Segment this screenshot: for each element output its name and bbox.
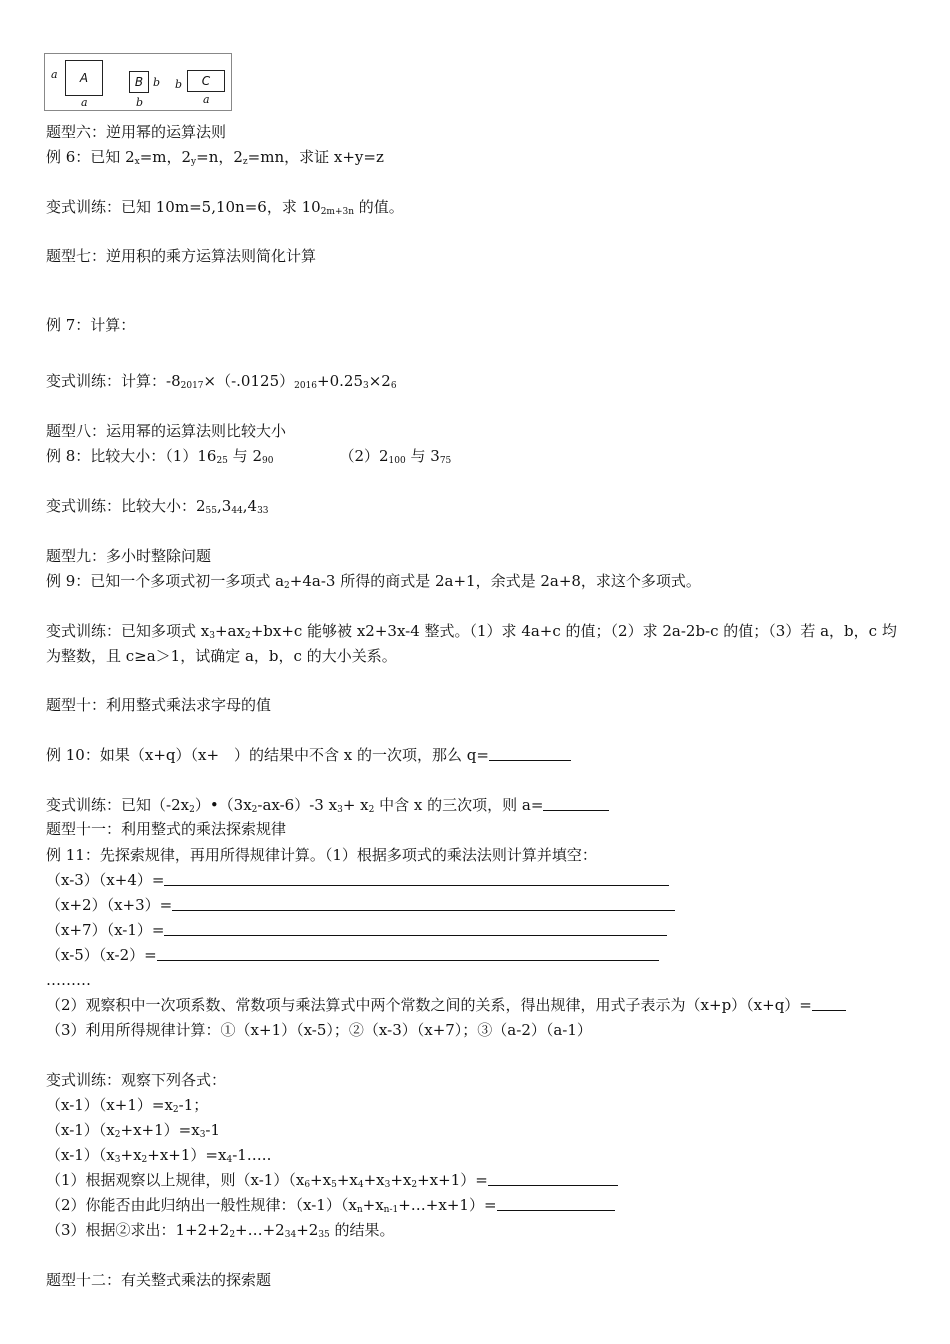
square-c-bottom-label: a bbox=[203, 93, 210, 106]
sec12-title: 题型十二：有关整式乘法的探索题 bbox=[46, 1271, 272, 1289]
sec11-row-3: （x+7）（x-1）= bbox=[46, 920, 667, 940]
square-a: A bbox=[65, 60, 103, 96]
sec11-example: 例 11：先探索规律，再用所得规律计算。（1）根据多项式的乘法法则计算并填空： bbox=[46, 846, 597, 864]
sec10-variant: 变式训练：已知$(-2x_2)•(3x_2-ax-6)-3$ $x_3+ x_2$ 中含 x 的三次项，则 a= bbox=[46, 795, 609, 820]
sec11-row-2: （x+2）（x+3）= bbox=[46, 895, 675, 915]
answer-blank[interactable] bbox=[497, 1198, 615, 1211]
sec11-variant-q3: （3）根据②求出：$1+2+2_2+\dots+2_{34}+2_{35}$ 的结果。 bbox=[46, 1221, 395, 1240]
sec6-title: 题型六：逆用幂的运算法则 bbox=[46, 123, 227, 141]
sec7-variant: 变式训练：计算：$-8_{2017}\times(-.0125)_{2016}+0.25_3\times 2_6$ bbox=[46, 372, 397, 391]
squares-figure bbox=[44, 53, 232, 111]
sec6-example: 例 6：已知 $2_x=m$，$2_y=n$，$2_z=mn$，求证 x+y=z bbox=[46, 148, 384, 167]
sec10-example: 例 10：如果（x+q）（x+ ）的结果中不含 x 的一次项，那么 q= bbox=[46, 745, 571, 765]
answer-blank[interactable] bbox=[812, 998, 846, 1011]
square-c: C bbox=[187, 70, 225, 92]
sec8-variant: 变式训练：比较大小：$2_{55},3_{44},4_{33}$ bbox=[46, 497, 269, 516]
sec11-variant-q2: （2）你能否由此归纳出一般性规律：$(x-1)(x_n+x_{n-1}+\dots+x+1)=$ bbox=[46, 1195, 615, 1220]
sec9-variant-line2: 为整数，且 c≥a＞1，试确定 a，b，c 的大小关系。 bbox=[46, 647, 397, 665]
sec9-title: 题型九：多小时整除问题 bbox=[46, 547, 212, 565]
answer-blank[interactable] bbox=[488, 1173, 618, 1186]
sec11-q2: （2）观察积中一次项系数、常数项与乘法算式中两个常数之间的关系，得出规律，用式子表示为（x+p）（x+q）= bbox=[46, 995, 846, 1015]
sec11-dots: ……… bbox=[46, 971, 91, 989]
sec11-q3: （3）利用所得规律计算：①（x+1）（x-5）；②（x-3）（x+7）；③（a-2）（a-1） bbox=[46, 1021, 592, 1039]
square-c-side-label: b bbox=[175, 78, 183, 91]
square-b-side-label: b bbox=[153, 76, 161, 89]
answer-blank[interactable] bbox=[543, 798, 609, 811]
square-a-side-label: a bbox=[51, 68, 58, 81]
sec7-example: 例 7：计算： bbox=[46, 316, 136, 334]
sec10-title: 题型十：利用整式乘法求字母的值 bbox=[46, 696, 272, 714]
answer-blank[interactable] bbox=[164, 923, 667, 936]
sec6-variant: 变式训练：已知 10m=5,10n=6，求 $10_{2m+3n}$ 的值。 bbox=[46, 198, 404, 217]
sec11-row-1: （x-3）（x+4）= bbox=[46, 870, 669, 890]
sec11-title: 题型十一：利用整式的乘法探索规律 bbox=[46, 820, 287, 838]
sec8-title: 题型八：运用幂的运算法则比较大小 bbox=[46, 422, 287, 440]
answer-blank[interactable] bbox=[172, 898, 675, 911]
sec11-variant-q1: （1）根据观察以上规律，则$(x-1)(x_6+x_5+x_4+x_3+x_2+x+1)=$ bbox=[46, 1170, 618, 1195]
sec11-variant-title: 变式训练：观察下列各式： bbox=[46, 1071, 227, 1089]
answer-blank[interactable] bbox=[489, 748, 571, 761]
sec11-variant-eq1: $(x-1)(x+1)=x_2-1$； bbox=[46, 1096, 209, 1115]
sec8-example: 例 8：比较大小：$(1)16_{25}$ 与 $2_{90}$ $(2)2_{100}$ 与 $3_{75}$ bbox=[46, 447, 452, 466]
square-b-bottom-label: b bbox=[136, 96, 144, 109]
sec7-title: 题型七：逆用积的乘方运算法则简化计算 bbox=[46, 247, 317, 265]
sec11-variant-eq2: $(x-1)(x_2+x+1)=x_3-1$ bbox=[46, 1121, 221, 1140]
square-a-bottom-label: a bbox=[81, 96, 88, 109]
sec9-variant-line1: 变式训练：已知多项式 $x_3+ax_2+bx+c$ 能够被 x2+3x-4 整式。（1）求 4a+c 的值；（2）求 2a-2b-c 的值；（3）若 a，b，c 均 bbox=[46, 622, 897, 641]
sec9-example: 例 9：已知一个多项式初一多项式 $a_2+4a-3$ 所得的商式是 2a+1，余式是 2a+8，求这个多项式。 bbox=[46, 572, 701, 591]
sec11-row-4: （x-5）（x-2）= bbox=[46, 945, 659, 965]
answer-blank[interactable] bbox=[164, 873, 669, 886]
sec11-variant-eq3: $(x-1)(x_3+x_2+x+1)=x_4-1\dots$.. bbox=[46, 1146, 272, 1165]
square-b: B bbox=[129, 71, 149, 93]
answer-blank[interactable] bbox=[157, 948, 659, 961]
